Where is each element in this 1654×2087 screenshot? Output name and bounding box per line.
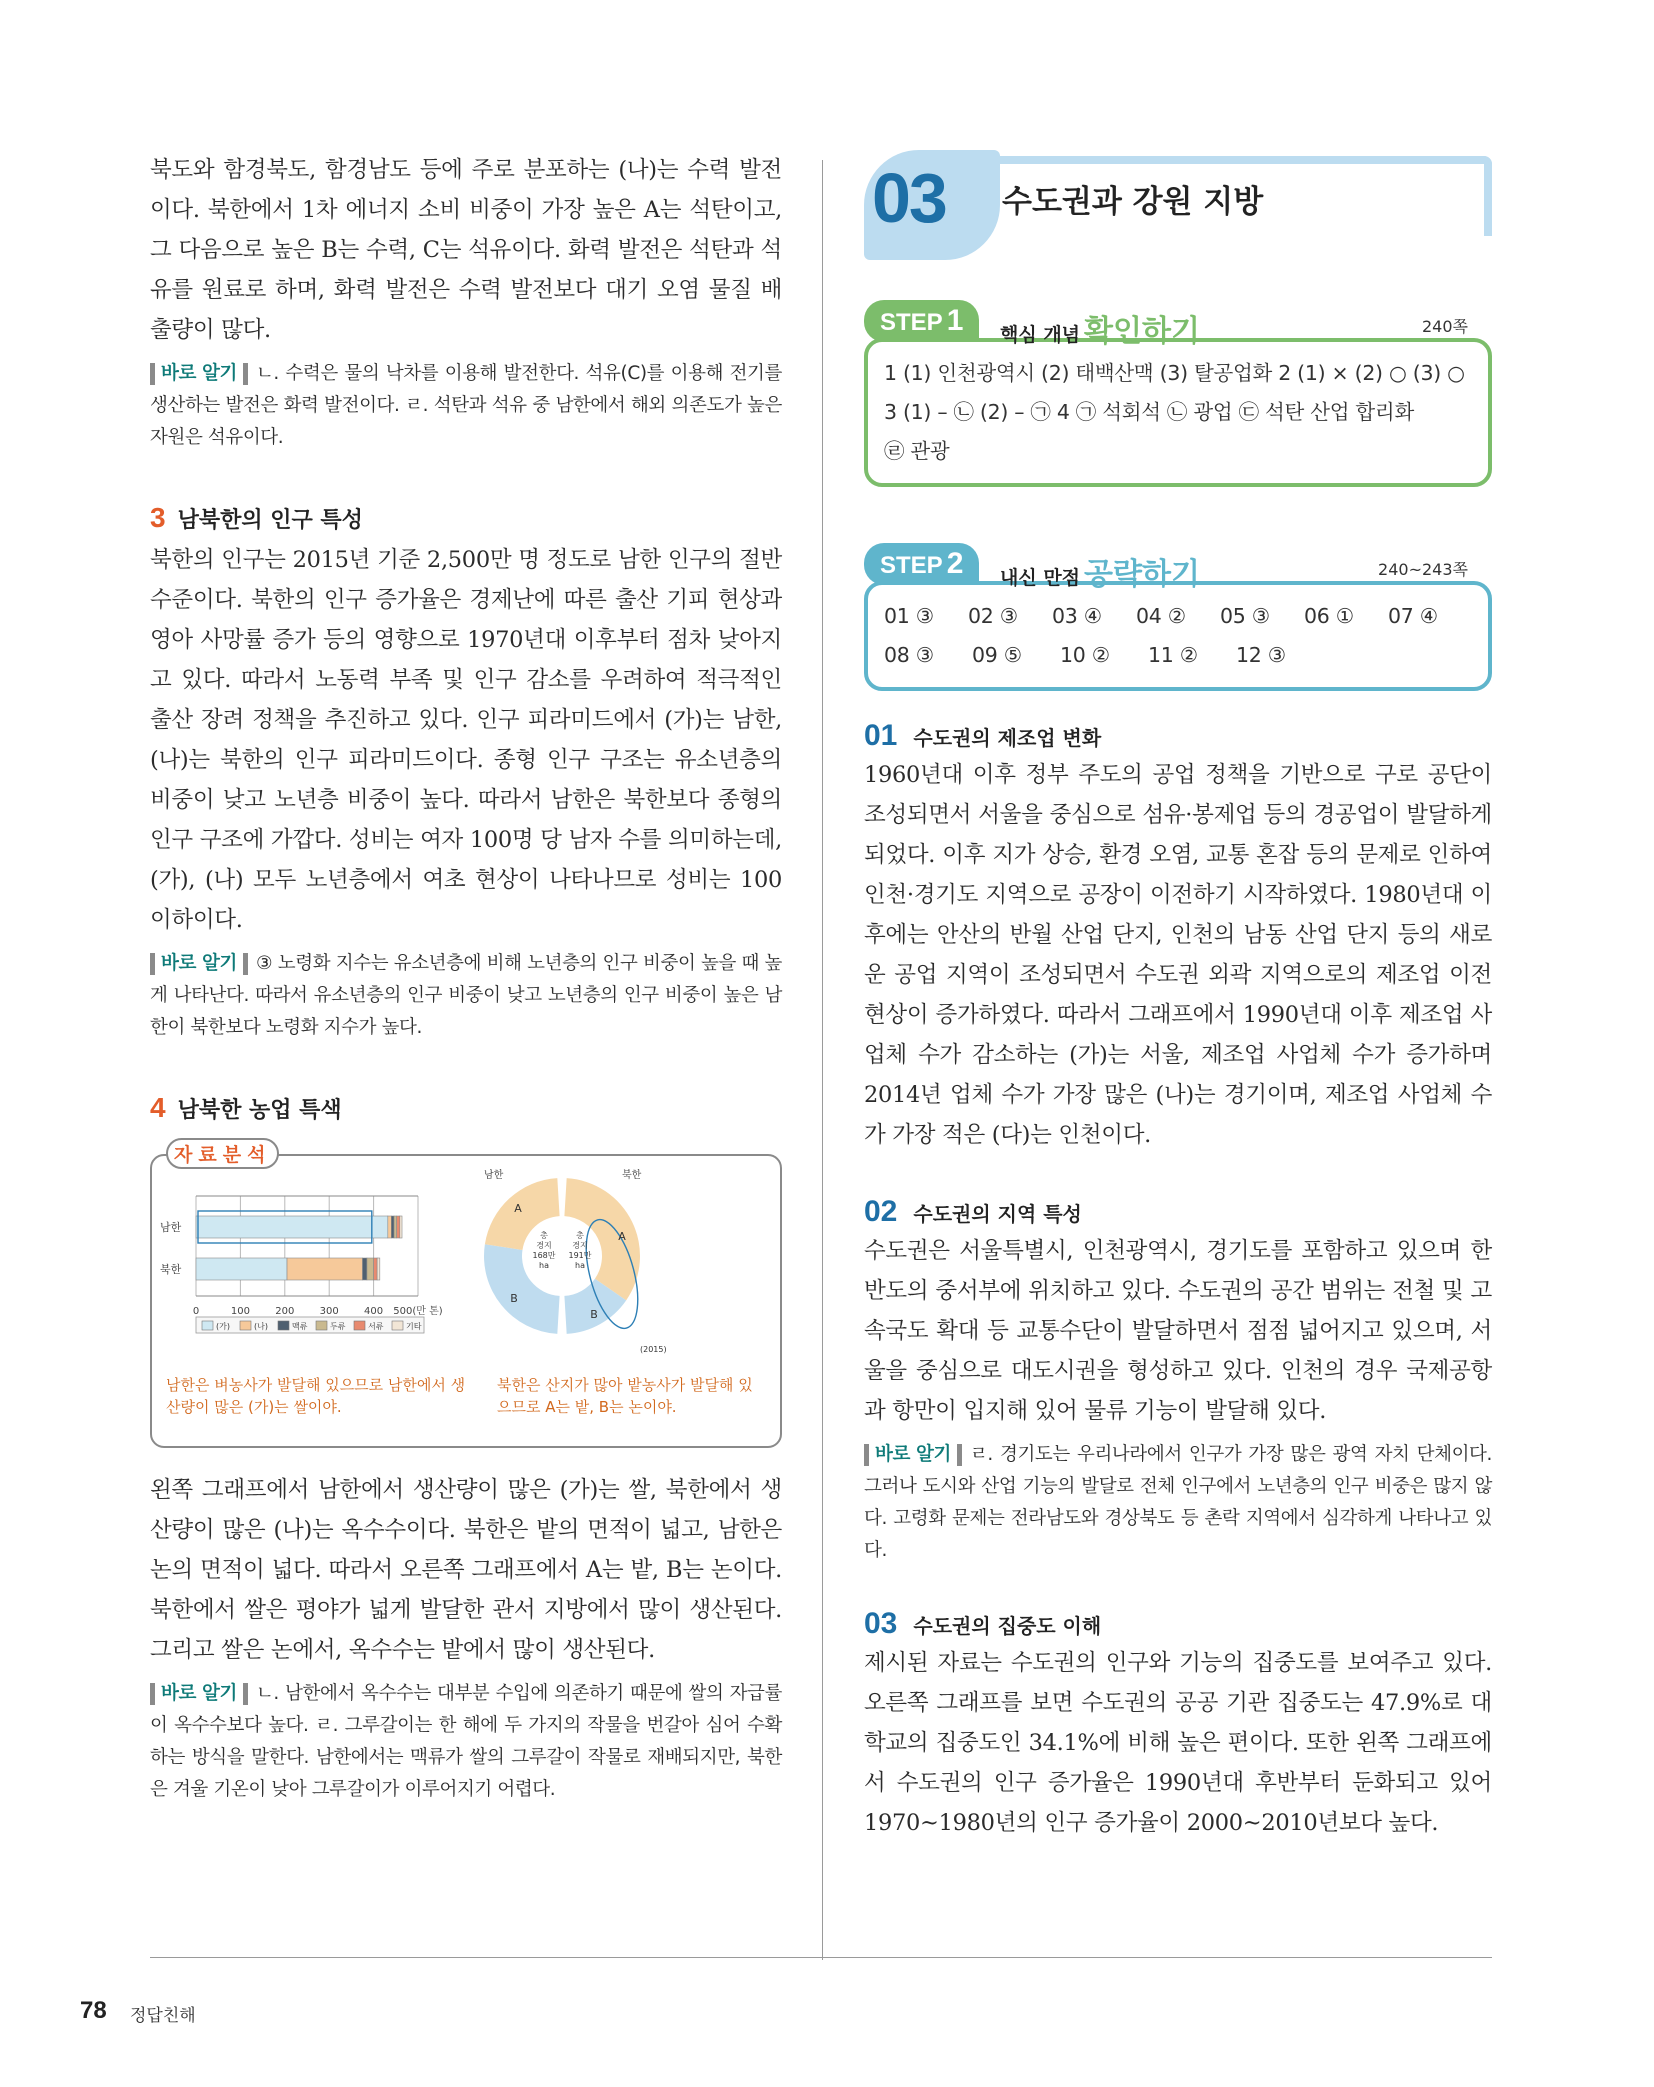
badge-char: 분 xyxy=(222,1144,248,1166)
step-title-em: 공략하기 xyxy=(1084,557,1200,592)
section-4-paragraph: 왼쪽 그래프에서 남한에서 생산량이 많은 (가)는 쌀, 북한에서 생산량이 많은 (나)는 옥수수이다. 북한은 밭의 면적이 넓고, 남한은 논의 면적이 넓다. 따라서 오른쪽 그래프에서 A는 밭, B는 논이다. 북한에서 쌀은 평야가 넓게 발달한 관서 지방에서 많이 생산된다. 그리고 쌀은 논에서, 옥수수는 밭에서 많이 생산된다. xyxy=(150,1477,782,1663)
right-column xyxy=(864,150,1492,1843)
step-1 xyxy=(864,300,1492,487)
section-4-heading xyxy=(150,1092,782,1124)
legend-swatch xyxy=(354,1321,365,1330)
question-number: 01 xyxy=(864,719,898,752)
donut-slice-label: B xyxy=(510,1292,518,1305)
bar-segment-서류 xyxy=(374,1258,378,1280)
section-3-note xyxy=(150,948,782,1044)
donut-slice-label: A xyxy=(618,1230,626,1243)
donut-north-title: 북한 xyxy=(622,1170,642,1181)
note-text: ㄴ. 남한에서 옥수수는 대부분 수입에 의존하기 때문에 쌀의 자급률이 옥수수보다 높다. ㄹ. 그루갈이는 한 해에 두 가지의 작물을 번갈아 심어 수확하는 방식을 말한다. 남한에서는 맥류가 쌀의 그루갈이 작물로 재배되지만, 북한은 겨울 기온이 낮아 그루갈이가 이루어지기 어렵다. xyxy=(150,1683,782,1800)
answer-item: 04 ② xyxy=(1136,604,1186,628)
donut-north-center: 191만 xyxy=(568,1251,592,1260)
chapter-title-text: 수도권과 강원 지방 xyxy=(1002,184,1264,220)
note-tag: 바로 알기 xyxy=(150,363,248,385)
x-tick-label: 0 xyxy=(192,1306,200,1317)
bar-segment-맥류 xyxy=(391,1216,394,1238)
legend-swatch xyxy=(202,1321,213,1330)
donut-north-center: 총 xyxy=(576,1231,584,1240)
x-tick-label: 300 xyxy=(319,1306,339,1317)
note-text: ③ 노령화 지수는 유소년층에 비해 노년층의 인구 비중이 높을 때 높게 나타난다. 따라서 유소년층의 인구 비중이 낮고 노년층의 인구 비중이 높은 남한이 북한보다 노령화 지수가 높다. xyxy=(150,953,782,1038)
answer-item: 09 ⑤ xyxy=(972,643,1022,667)
legend-label: (가) xyxy=(216,1322,230,1331)
legend-swatch xyxy=(240,1321,251,1330)
badge-char: 료 xyxy=(198,1144,223,1166)
question-title: 수도권의 지역 특성 xyxy=(913,1202,1082,1226)
x-tick-label: 200 xyxy=(275,1306,295,1317)
note-tag: 바로 알기 xyxy=(864,1444,962,1466)
x-tick-label: 100 xyxy=(230,1306,250,1317)
column-divider xyxy=(822,160,823,1960)
answer-item: 12 ③ xyxy=(1236,643,1286,667)
intro-note xyxy=(150,358,782,454)
bar-segment-(가) xyxy=(196,1216,388,1238)
answer-line: 1 (1) 인천광역시 (2) 태백산맥 (3) 탈공업화 2 (1) × (2) ○ (3) ○ xyxy=(884,361,1465,385)
question-01-paragraph: 1960년대 이후 정부 주도의 공업 정책을 기반으로 구로 공단이 조성되면서 서울을 중심으로 섬유·봉제업 등의 경공업이 발달하게 되었다. 이후 지가 상승, 환경 오염, 교통 혼잡 등의 문제로 인하여 인천·경기도 지역으로 공장이 이전하기 시작하였다. 1980년대 이후에는 안산의 반월 산업 단지, 인천의 남동 산업 단지 등의 새로운 공업 지역이 조성되면서 수도권 외곽 지역으로의 제조업 이전 현상이 증가하였다. 따라서 그래프에서 1990년대 이후 제조업 사업체 수가 감소하는 (가)는 서울, 제조업 사업체 수가 증가하며 2014년 업체 수가 가장 많은 (나)는 경기이며, 제조업 사업체 수가 가장 적은 (다)는 인천이다. xyxy=(864,762,1492,1148)
page-number: 78 xyxy=(80,1997,107,2024)
left-column xyxy=(150,150,782,1806)
step-2 xyxy=(864,543,1492,691)
badge-char: 자 xyxy=(174,1144,199,1166)
donut-south-center: 총 xyxy=(540,1231,548,1240)
answer-item: 11 ② xyxy=(1148,643,1198,667)
answer-item: 05 ③ xyxy=(1220,604,1270,628)
step-number: 1 xyxy=(946,304,964,337)
answer-item: 07 ④ xyxy=(1388,604,1438,628)
step-title-text: 내신 만점 xyxy=(1000,567,1081,589)
donut-year: (2015) xyxy=(640,1345,667,1354)
step-1-pill xyxy=(864,300,979,342)
section-number: 4 xyxy=(150,1092,166,1123)
chapter-title xyxy=(864,150,1492,260)
bar-segment-두류 xyxy=(394,1216,397,1238)
answer-item: 06 ① xyxy=(1304,604,1354,628)
question-number: 02 xyxy=(864,1195,898,1228)
note-tag: 바로 알기 xyxy=(150,953,248,975)
title-bar-edge xyxy=(1484,156,1492,236)
bar-segment-(나) xyxy=(287,1258,362,1280)
caption-right: 북한은 산지가 많아 밭농사가 발달해 있으므로 A는 밭, B는 논이야. xyxy=(497,1376,753,1416)
legend-swatch xyxy=(392,1321,403,1330)
step-1-title xyxy=(1000,306,1200,350)
donut-slice-label: A xyxy=(514,1202,522,1215)
donut-slice-label: B xyxy=(590,1308,598,1321)
step-2-page: 240~243쪽 xyxy=(1378,560,1468,579)
section-title: 남북한의 인구 특성 xyxy=(177,508,363,533)
answer-line: ㉣ 관광 xyxy=(884,439,950,463)
data-analysis-figure xyxy=(150,1144,782,1448)
legend-label: 두류 xyxy=(330,1322,346,1331)
footer-rule xyxy=(150,1957,1492,1958)
x-tick-label: 500(만 톤) xyxy=(393,1306,443,1317)
legend-box xyxy=(196,1317,424,1333)
bar-segment-기타 xyxy=(377,1258,380,1280)
answer-item: 10 ② xyxy=(1060,643,1110,667)
section-3-paragraph: 북한의 인구는 2015년 기준 2,500만 명 정도로 남한 인구의 절반 수준이다. 북한의 인구 증가율은 경제난에 따른 출산 기피 현상과 영아 사망률 증가 등의 영향으로 1970년대 이후부터 점차 낮아지고 있다. 따라서 노동력 부족 및 인구 감소를 우려하여 적극적인 출산 장려 정책을 추진하고 있다. 인구 피라미드에서 (가)는 남한, (나)는 북한의 인구 피라미드이다. 종형 인구 구조는 유소년층의 비중이 낮고 노년층 비중이 높다. 따라서 남한은 북한보다 종형의 인구 구조에 가깝다. 성비는 여자 100명 당 남자 수를 의미하는데, (가), (나) 모두 노년층에서 여초 현상이 나타나므로 성비는 100 이하이다. xyxy=(150,547,782,933)
chapter-number: 03 xyxy=(872,159,946,237)
badge-char: 석 xyxy=(247,1144,272,1166)
legend-label: 맥류 xyxy=(292,1322,308,1331)
title-bar xyxy=(984,156,1492,164)
step-label: STEP xyxy=(880,309,943,336)
bar-row-label: 북한 xyxy=(160,1263,182,1276)
donut-north-center: 경지 xyxy=(572,1241,588,1250)
step-title-em: 확인하기 xyxy=(1084,314,1200,349)
donut-south-center: 경지 xyxy=(536,1241,552,1250)
legend-swatch xyxy=(316,1321,327,1330)
step-number: 2 xyxy=(946,547,964,580)
answer-line: 3 (1) – ㉡ (2) – ㉠ 4 ㉠ 석회석 ㉡ 광업 ㉢ 석탄 산업 합리화 xyxy=(884,400,1414,424)
x-tick-label: 400 xyxy=(364,1306,384,1317)
answer-item: 02 ③ xyxy=(968,604,1018,628)
section-4-note xyxy=(150,1678,782,1806)
legend-swatch xyxy=(278,1321,289,1330)
question-03-paragraph: 제시된 자료는 수도권의 인구와 기능의 집중도를 보여주고 있다. 오른쪽 그래프를 보면 수도권의 공공 기관 집중도는 47.9%로 대학교의 집중도인 34.1%에 비해 높은 편이다. 또한 왼쪽 그래프에서 수도권의 인구 증가율은 1990년대 후반부터 둔화되고 있어 1970~1980년의 인구 증가율이 2000~2010년보다 높다. xyxy=(864,1650,1492,1836)
step-2-pill xyxy=(864,543,979,585)
donut-south-center: 168만 xyxy=(532,1251,556,1260)
donut-north-center: ha xyxy=(575,1261,585,1270)
question-title: 수도권의 제조업 변화 xyxy=(913,726,1102,750)
note-tag: 바로 알기 xyxy=(150,1683,248,1705)
donut-south-A xyxy=(485,1178,560,1250)
note-text: ㄴ. 수력은 물의 낙차를 이용해 발전한다. 석유(C)를 이용해 전기를 생산하는 발전은 화력 발전이다. ㄹ. 석탄과 석유 중 남한에서 해외 의존도가 높은 자원은 석유이다. xyxy=(150,363,782,448)
bar-row-label: 남한 xyxy=(160,1221,182,1234)
bar-segment-서류 xyxy=(397,1216,400,1238)
question-02-paragraph: 수도권은 서울특별시, 인천광역시, 경기도를 포함하고 있으며 한반도의 중서부에 위치하고 있다. 수도권의 공간 범위는 전철 및 고속국도 확대 등 교통수단이 발달하면서 점점 넓어지고 있으며, 서울을 중심으로 대도시권을 형성하고 있다. 인천의 경우 국제공항과 항만이 입지해 있어 물류 기능이 발달해 있다. xyxy=(864,1238,1492,1424)
section-title: 남북한 농업 특색 xyxy=(177,1098,342,1123)
step-title-text: 핵심 개념 xyxy=(1000,324,1081,346)
answer-row xyxy=(884,597,1472,636)
bar-segment-기타 xyxy=(400,1216,402,1238)
step-label: STEP xyxy=(880,552,943,579)
question-title: 수도권의 집중도 이해 xyxy=(913,1614,1102,1638)
intro-paragraph: 북도와 함경북도, 함경남도 등에 주로 분포하는 (나)는 수력 발전이다. 북한에서 1차 에너지 소비 비중이 가장 높은 A는 석탄이고, 그 다음으로 높은 B는 수력, C는 석유이다. 화력 발전은 석탄과 석유를 원료로 하며, 화력 발전은 수력 발전보다 대기 오염 물질 배출량이 많다. xyxy=(150,157,782,343)
step-1-page: 240쪽 xyxy=(1422,317,1468,336)
legend-label: (나) xyxy=(254,1322,268,1331)
donut-south-center: ha xyxy=(539,1261,549,1270)
answer-item: 01 ③ xyxy=(884,604,934,628)
question-number: 03 xyxy=(864,1607,898,1640)
step-1-answers xyxy=(864,338,1492,487)
question-01-heading xyxy=(864,719,1492,753)
bar-segment-두류 xyxy=(367,1258,374,1280)
bar-segment-(나) xyxy=(388,1216,392,1238)
legend-label: 서류 xyxy=(368,1322,384,1331)
question-02-heading xyxy=(864,1195,1492,1229)
donut-south-title: 남한 xyxy=(484,1170,504,1181)
answer-item: 08 ③ xyxy=(884,643,934,667)
bar-segment-(가) xyxy=(196,1258,287,1280)
question-03-heading xyxy=(864,1607,1492,1641)
page-label: 정답친해 xyxy=(130,2006,196,2026)
section-number: 3 xyxy=(150,502,166,533)
answer-row xyxy=(884,636,1472,675)
question-02-note xyxy=(864,1439,1492,1567)
caption-left: 남한은 벼농사가 발달해 있으므로 남한에서 생산량이 많은 (가)는 쌀이야. xyxy=(166,1376,466,1416)
step-2-answers xyxy=(864,581,1492,691)
legend-label: 기타 xyxy=(406,1322,422,1331)
section-3-heading xyxy=(150,502,782,534)
answer-item: 03 ④ xyxy=(1052,604,1102,628)
step-2-title xyxy=(1000,549,1200,593)
bar-segment-맥류 xyxy=(363,1258,367,1280)
note-text: ㄹ. 경기도는 우리나라에서 인구가 가장 많은 광역 자치 단체이다. 그러나 도시와 산업 기능의 발달로 전체 인구에서 노년층의 인구 비중은 많지 않다. 고령화 문제는 전라남도와 경상북도 등 촌락 지역에서 심각하게 나타나고 있다. xyxy=(864,1444,1492,1561)
